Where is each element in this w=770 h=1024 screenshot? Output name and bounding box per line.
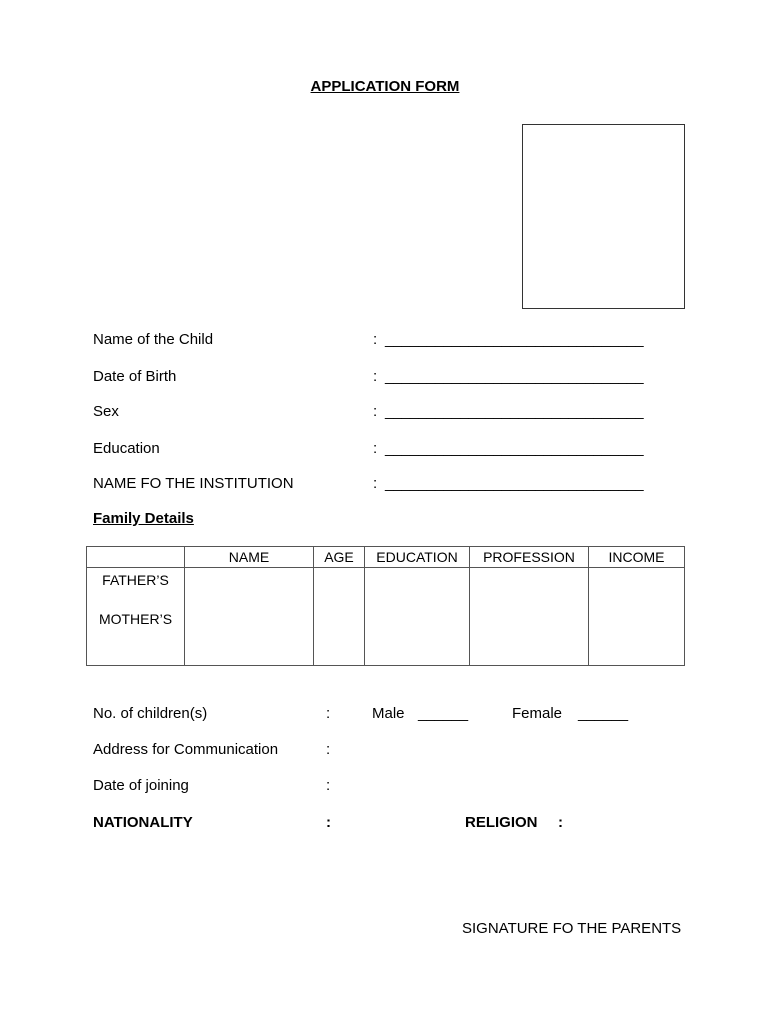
photo-box[interactable] xyxy=(522,124,685,309)
family-details-heading: Family Details xyxy=(93,510,194,527)
table-row xyxy=(87,568,685,666)
female-blank[interactable]: ______ xyxy=(578,705,629,722)
field-nationality-religion[interactable] xyxy=(93,812,593,834)
family-table xyxy=(86,546,685,666)
field-children[interactable] xyxy=(93,703,653,725)
field-colon: : xyxy=(373,403,378,420)
nationality-label: NATIONALITY xyxy=(93,814,193,831)
education-cell[interactable] xyxy=(365,568,470,666)
field-label: Address for Communication xyxy=(93,741,279,758)
field-colon: : xyxy=(373,368,378,385)
religion-colon: : xyxy=(558,814,563,831)
form-title: APPLICATION FORM xyxy=(310,78,460,95)
field-label: NAME FO THE INSTITUTION xyxy=(93,475,294,492)
field-colon: : xyxy=(326,705,331,722)
field-label: Education xyxy=(93,440,160,457)
relation-cell xyxy=(87,568,185,666)
table-header-cell: PROFESSION xyxy=(470,547,589,568)
field-colon: : xyxy=(373,331,378,348)
male-blank[interactable]: ______ xyxy=(418,705,469,722)
table-header-row xyxy=(87,547,685,568)
field-label: Sex xyxy=(93,403,119,420)
field-label: No. of children(s) xyxy=(93,705,208,722)
age-cell[interactable] xyxy=(314,568,365,666)
relation-father: FATHER’S xyxy=(102,572,169,588)
female-label: Female xyxy=(512,705,563,722)
field-colon: : xyxy=(326,777,331,794)
field-colon: : xyxy=(373,475,378,492)
male-label: Male xyxy=(372,705,405,722)
field-colon: : xyxy=(326,741,331,758)
name-cell[interactable] xyxy=(185,568,314,666)
profession-cell[interactable] xyxy=(470,568,589,666)
field-blank[interactable]: _______________________________ xyxy=(385,475,644,492)
signature-label: SIGNATURE FO THE PARENTS xyxy=(462,920,682,937)
table-header-cell: NAME xyxy=(185,547,314,568)
field-label: Date of joining xyxy=(93,777,189,794)
table-header-cell xyxy=(87,547,185,568)
field-label: Name of the Child xyxy=(93,331,214,348)
table-header-cell: EDUCATION xyxy=(365,547,470,568)
relation-mother: MOTHER’S xyxy=(98,611,173,627)
nationality-colon: : xyxy=(326,814,331,831)
field-blank[interactable]: _______________________________ xyxy=(385,331,644,348)
field-blank[interactable]: _______________________________ xyxy=(385,440,644,457)
field-colon: : xyxy=(373,440,378,457)
field-blank[interactable]: _______________________________ xyxy=(385,403,644,420)
field-blank[interactable]: _______________________________ xyxy=(385,368,644,385)
field-label: Date of Birth xyxy=(93,368,177,385)
religion-label: RELIGION xyxy=(465,814,538,831)
income-cell[interactable] xyxy=(589,568,685,666)
table-header-cell: AGE xyxy=(314,547,365,568)
table-header-cell: INCOME xyxy=(589,547,685,568)
